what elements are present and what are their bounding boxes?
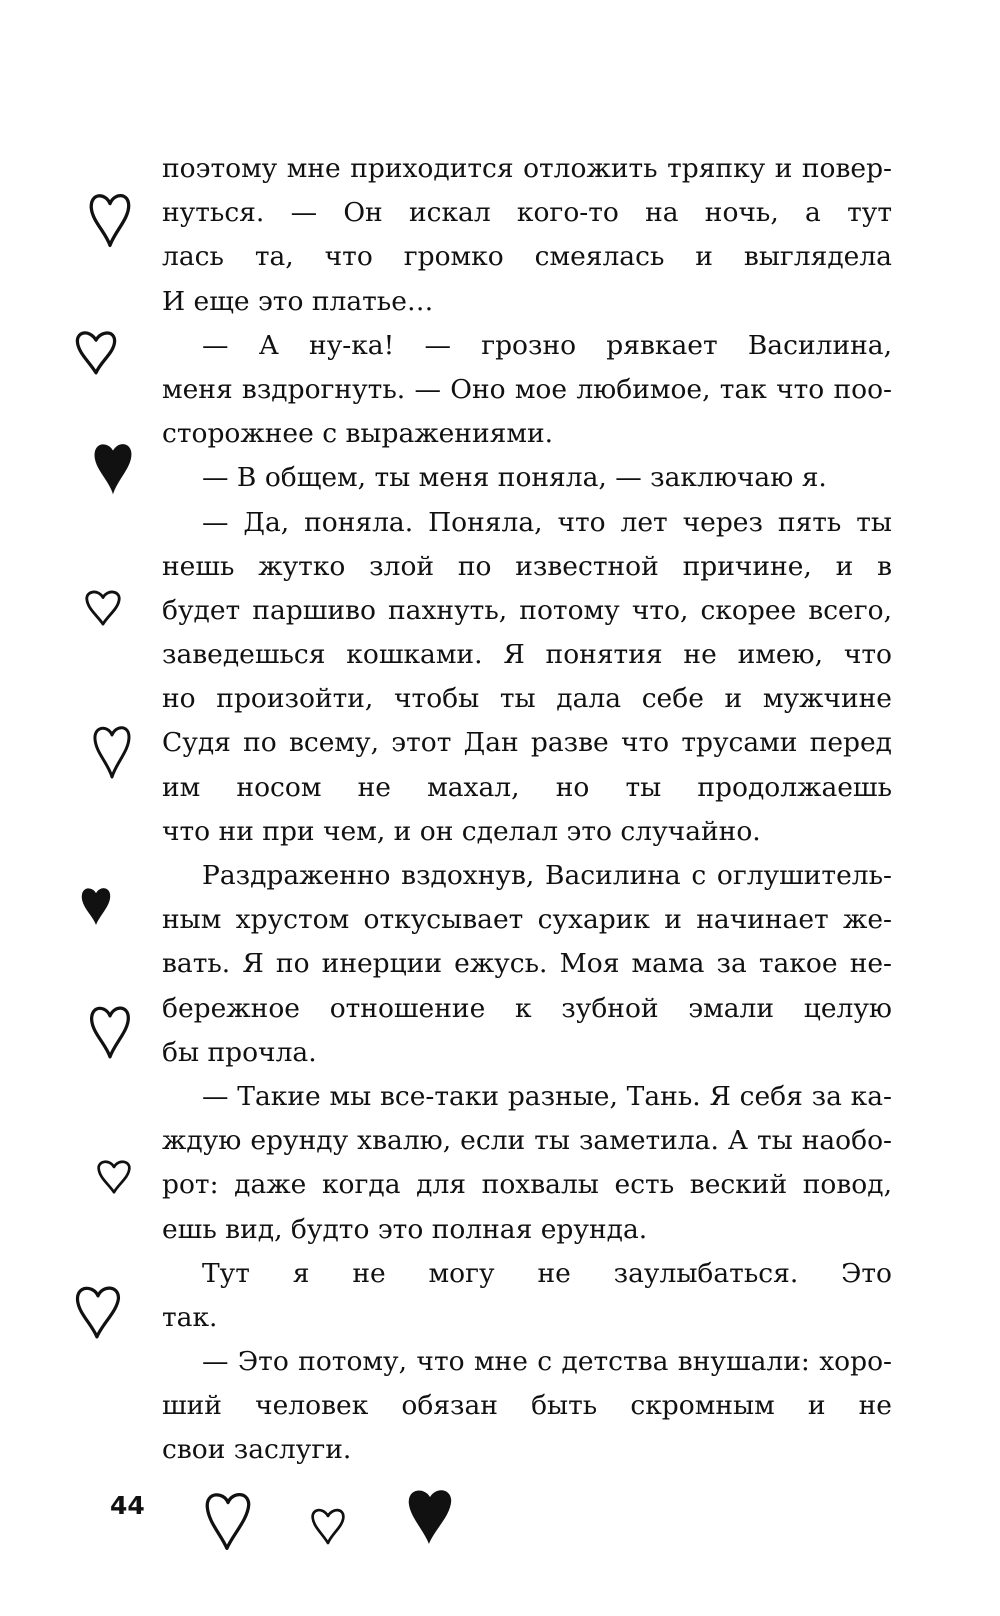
text-line: свои заслуги. bbox=[162, 1434, 352, 1466]
text-line: рот: даже когда для похвалы есть веский повод, bbox=[162, 1169, 892, 1201]
text-line: — Такие мы все-таки разные, Тань. Я себя за ка- bbox=[202, 1080, 892, 1112]
text-line: так. bbox=[162, 1301, 218, 1333]
heart-outline-icon bbox=[96, 1158, 132, 1194]
text-line: им носом не махал, но ты продолжаешь bbox=[162, 771, 892, 803]
text-line: ным хрустом откусывает сухарик и начинает же- bbox=[162, 904, 892, 936]
text-line: — В общем, ты меня поняла, — заключаю я. bbox=[202, 462, 827, 494]
text-line: заведешься кошками. Я понятия не имею, что bbox=[162, 639, 892, 671]
text-line: сторожнее с выражениями. bbox=[162, 418, 554, 450]
text-line: ешь вид, будто это полная ерунда. bbox=[162, 1213, 648, 1245]
heart-outline-icon bbox=[204, 1489, 252, 1551]
text-line: Раздраженно вздохнув, Василина с оглушитель- bbox=[202, 860, 892, 891]
heart-filled-icon bbox=[92, 440, 134, 494]
text-line: вать. Я по инерции ежусь. Моя мама за такое не- bbox=[162, 948, 892, 980]
text-line: нуться. — Он искал кого-то на ночь, а тут bbox=[162, 197, 892, 229]
text-line: меня вздрогнуть. — Оно мое любимое, так что поо- bbox=[162, 373, 892, 405]
text-line: что ни при чем, и он сделал это случайно. bbox=[162, 815, 761, 847]
heart-outline-icon bbox=[74, 327, 118, 375]
heart-filled-icon bbox=[80, 885, 112, 925]
text-line: лась та, что громко смеялась и выглядела bbox=[162, 241, 892, 273]
text-line: поэтому мне приходится отложить тряпку и повер- bbox=[162, 153, 892, 184]
heart-filled-icon bbox=[406, 1486, 454, 1544]
text-line: будет паршиво пахнуть, потому что, скорее всего, bbox=[162, 594, 892, 626]
body-text bbox=[162, 147, 892, 1473]
text-line: нешь жутко злой по известной причине, и в bbox=[162, 550, 892, 582]
text-line: — Это потому, что мне с детства внушали: хоро- bbox=[202, 1346, 892, 1378]
text-line: но произойти, чтобы ты дала себе и мужчине bbox=[162, 683, 892, 715]
heart-outline-icon bbox=[310, 1505, 346, 1545]
text-line: ждую ерунду хвалю, если ты заметила. А ты наобо- bbox=[162, 1125, 892, 1157]
text-line: И еще это платье… bbox=[162, 285, 434, 317]
heart-outline-icon bbox=[88, 190, 132, 248]
heart-outline-icon bbox=[84, 588, 122, 626]
text-line: — А ну-ка! — грозно рявкает Василина, bbox=[202, 329, 892, 361]
text-line: Судя по всему, этот Дан разве что трусами перед bbox=[162, 727, 892, 759]
page-number: 44 bbox=[110, 1491, 145, 1520]
text-line: бережное отношение к зубной эмали целую bbox=[162, 992, 892, 1024]
text-line: — Да, поняла. Поняла, что лет через пять ты bbox=[202, 506, 892, 538]
heart-outline-icon bbox=[92, 722, 132, 780]
text-line: Тут я не могу не заулыбаться. Это bbox=[202, 1257, 892, 1289]
heart-outline-icon bbox=[88, 1003, 132, 1059]
text-line: бы прочла. bbox=[162, 1036, 317, 1068]
heart-outline-icon bbox=[74, 1283, 122, 1339]
text-line: ший человек обязан быть скромным и не bbox=[162, 1390, 892, 1422]
